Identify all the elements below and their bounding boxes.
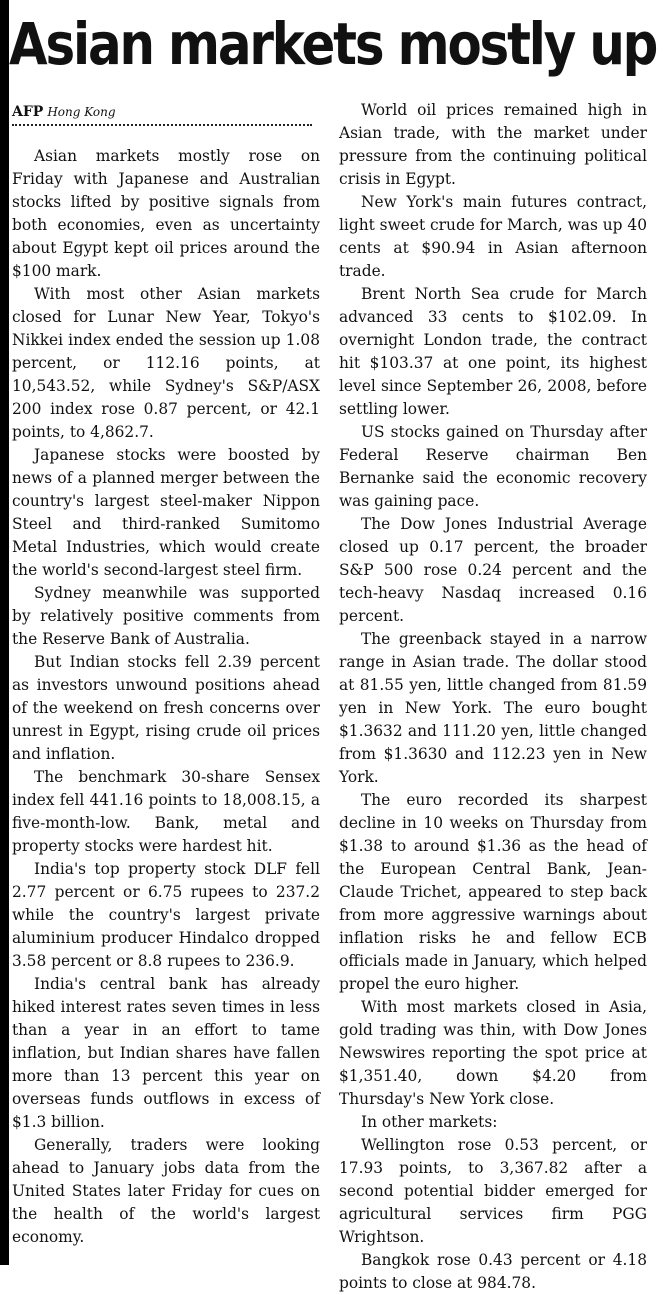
article-paragraph: The benchmark 30-share Sensex index fell 441.16 points to 18,008.15, a five-month-low. Bank, metal and property stocks were hardest hit. (12, 768, 320, 855)
article-paragraph: Brent North Sea crude for March advanced 33 cents to $102.09. In overnight London trade, the contract hit $103.37 at one point, its highest level since September 26, 2008, before settling lower. (339, 285, 647, 418)
article-paragraph: World oil prices remained high in Asian trade, with the market under pressure from the continuing political crisis in Egypt. (339, 101, 647, 188)
article-paragraph: Sydney meanwhile was supported by relatively positive comments from the Reserve Bank of Australia. (12, 584, 320, 648)
article-paragraph: US stocks gained on Thursday after Federal Reserve chairman Ben Bernanke said the economic recovery was gaining pace. (339, 423, 647, 510)
article-paragraph: India's central bank has already hiked interest rates seven times in less than a year in an effort to tame inflation, but Indian shares have fallen more than 13 percent this year on overseas funds outflows in excess of $1.3 billion. (12, 975, 320, 1131)
article-paragraph: With most markets closed in Asia, gold trading was thin, with Dow Jones Newswires reporting the spot price at $1,351.40, down $4.20 from Thursday's New York close. (339, 998, 647, 1108)
article-column-right (339, 99, 647, 1295)
article-paragraph: The euro recorded its sharpest decline in 10 weeks on Thursday from $1.38 to around $1.36 as the head of the European Central Bank, Jean-Claude Trichet, appeared to step back from more aggressive warnings about inflation risks he and fellow ECB officials made in January, which helped propel the euro higher. (339, 791, 647, 993)
byline (12, 102, 116, 122)
byline-divider (12, 124, 312, 126)
article-paragraph: But Indian stocks fell 2.39 percent as investors unwound positions ahead of the weekend on fresh concerns over unrest in Egypt, rising crude oil prices and inflation. (12, 653, 320, 763)
article-paragraph: The Dow Jones Industrial Average closed up 0.17 percent, the broader S&P 500 rose 0.24 percent and the tech-heavy Nasdaq increased 0.16 percent. (339, 515, 647, 625)
article-paragraph: Asian markets mostly rose on Friday with Japanese and Australian stocks lifted by positive signals from both economies, even as uncertainty about Egypt kept oil prices around the $100 mark. (12, 147, 320, 280)
article-paragraph: With most other Asian markets closed for Lunar New Year, Tokyo's Nikkei index ended the session up 1.08 percent, or 112.16 points, at 10,543.52, while Sydney's S&P/ASX 200 index rose 0.87 percent, or 42.1 points, to 4,862.7. (12, 285, 320, 441)
article-column-left (12, 145, 320, 1249)
article-paragraph: New York's main futures contract, light sweet crude for March, was up 40 cents at $90.94 in Asian afternoon trade. (339, 193, 647, 280)
article-paragraph: The greenback stayed in a narrow range in Asian trade. The dollar stood at 81.55 yen, little changed from 81.59 yen in New York. The euro bought $1.3632 and 111.20 yen, little changed from $1.3630 and 112.23 yen in New York. (339, 630, 647, 786)
byline-place: Hong Kong (47, 105, 116, 119)
article-paragraph: Wellington rose 0.53 percent, or 17.93 points, to 3,367.82 after a second potential bidder emerged for agricultural services firm PGG Wrightson. (339, 1136, 647, 1246)
headline: Asian markets mostly up (9, 10, 657, 78)
article-paragraph: Generally, traders were looking ahead to January jobs data from the United States later Friday for cues on the health of the world's largest economy. (12, 1136, 320, 1246)
article-paragraph: Bangkok rose 0.43 percent or 4.18 points to close at 984.78. (339, 1251, 647, 1292)
left-margin-bar (0, 0, 9, 1265)
byline-agency: AFP (12, 104, 44, 120)
article-paragraph: India's top property stock DLF fell 2.77 percent or 6.75 rupees to 237.2 while the country's largest private aluminium producer Hindalco dropped 3.58 percent or 8.8 rupees to 236.9. (12, 860, 320, 970)
article-paragraph: In other markets: (361, 1113, 498, 1131)
article-paragraph: Japanese stocks were boosted by news of a planned merger between the country's largest steel-maker Nippon Steel and third-ranked Sumitomo Metal Industries, which would create the world's second-largest steel firm. (12, 446, 320, 579)
